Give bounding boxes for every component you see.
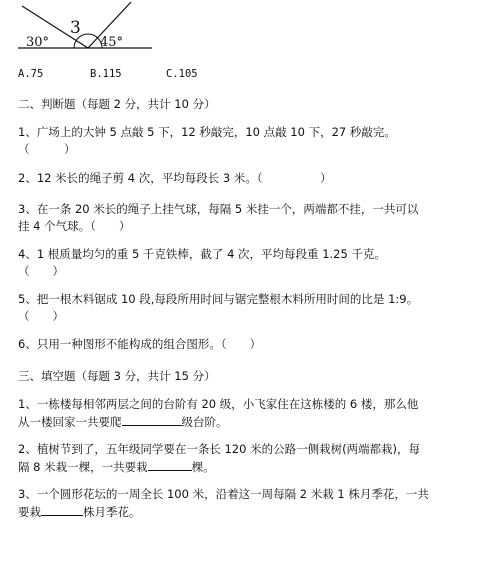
- judge-question-1: [18, 124, 468, 158]
- question-text-continued: [18, 458, 468, 476]
- text-before-blank: 隔 8 米栽一棵，一共要栽: [18, 460, 148, 474]
- section-3-title: 三、填空题（每题 3 分，共计 15 分）: [18, 369, 216, 383]
- angle-number-label: 3: [70, 18, 81, 38]
- question-text: 3、在一条 20 米长的绳子上挂气球，每隔 5 米挂一个，两端都不挂，一共可以: [18, 202, 419, 216]
- choice-a: A.75: [18, 68, 44, 80]
- answer-choices: [18, 68, 318, 82]
- question-text: 6、只用一种图形不能构成的组合图形。（ ）: [18, 337, 262, 351]
- answer-parentheses: （ ）: [18, 142, 76, 156]
- question-text: 1、一栋楼每相邻两层之间的台阶有 20 级，小飞家住在这栋楼的 6 楼，那么他: [18, 397, 419, 411]
- answer-blank[interactable]: [122, 413, 182, 426]
- judge-question-5: [18, 291, 468, 325]
- angle-diagram: [14, 0, 154, 56]
- answer-parentheses: （ ）: [18, 309, 64, 323]
- question-text-continued: 挂 4 个气球。（ ）: [18, 219, 131, 233]
- section-2-title: 二、判断题（每题 2 分，共计 10 分）: [18, 97, 216, 111]
- answer-blank[interactable]: [41, 503, 83, 516]
- text-after-blank: 株月季花。: [83, 505, 141, 519]
- question-text: 5、把一根木料锯成 10 段,每段所用时间与锯完整根木料所用时间的比是 1:9。: [18, 292, 419, 306]
- fill-question-1: [18, 396, 468, 431]
- question-text: 4、1 根质量均匀的重 5 千克铁棒，截了 4 次，平均每段重 1.25 千克。: [18, 247, 386, 261]
- answer-blank[interactable]: [148, 458, 192, 471]
- text-before-blank: 从一楼回家一共要爬: [18, 415, 122, 429]
- fill-question-3: [18, 486, 468, 521]
- question-text: 3、一个圆形花坛的一周全长 100 米，沿着这一周每隔 2 米栽 1 株月季花，一共: [18, 487, 429, 501]
- question-text: 2、植树节到了，五年级同学要在一条长 120 米的公路一侧栽树(两端都栽)，每: [18, 442, 421, 456]
- choice-c: C.105: [166, 68, 198, 80]
- right-angle-label: 45°: [100, 35, 124, 50]
- question-text: 2、12 米长的绳子剪 4 次，平均每段长 3 米。（ ）: [18, 171, 332, 185]
- question-text-continued: [18, 413, 468, 431]
- question-text: 1、广场上的大钟 5 点敲 5 下，12 秒敲完，10 点敲 10 下，27 秒敲完。: [18, 125, 396, 139]
- choice-b: B.115: [90, 68, 122, 80]
- angle-figure: [14, 0, 154, 56]
- judge-question-3: [18, 201, 468, 235]
- left-angle-label: 30°: [26, 35, 50, 50]
- text-before-blank: 要栽: [18, 505, 41, 519]
- fill-question-2: [18, 441, 468, 476]
- judge-question-2: [18, 170, 468, 187]
- answer-parentheses: （ ）: [18, 264, 64, 278]
- judge-question-4: [18, 246, 468, 280]
- question-text-continued: [18, 503, 468, 521]
- text-after-blank: 级台阶。: [181, 415, 228, 429]
- text-after-blank: 棵。: [191, 460, 215, 474]
- judge-question-6: [18, 336, 468, 353]
